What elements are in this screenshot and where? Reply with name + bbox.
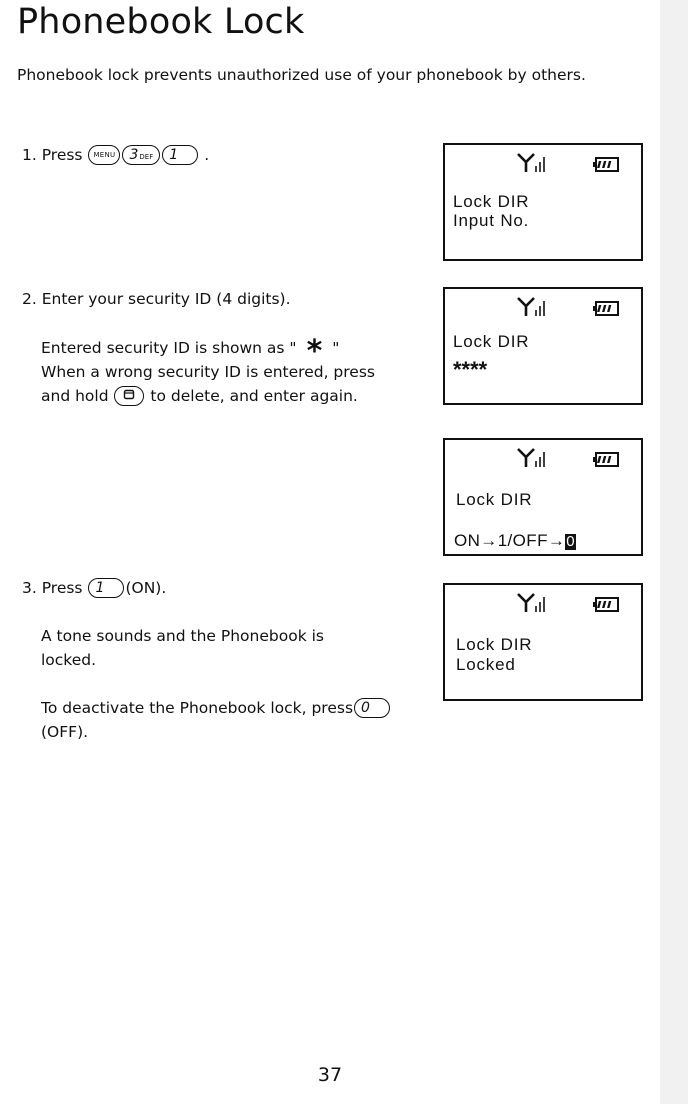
page-number: 37 [317, 1064, 343, 1086]
step-2-line-2-prefix: Entered security ID is shown as " [41, 339, 297, 357]
signal-antenna-icon [517, 153, 551, 173]
lcd-status-icons [445, 448, 641, 468]
step-3-deactivate [41, 696, 391, 744]
battery-icon [593, 301, 619, 316]
asterisk-symbol: * [306, 333, 323, 369]
lcd-screen-4 [443, 583, 643, 701]
step-2-line-4 [41, 384, 375, 408]
signal-antenna-icon [517, 448, 551, 468]
step-2-detail [41, 333, 375, 408]
menu-key-icon: MENU [88, 145, 120, 165]
lcd-2-line-1: Lock DIR [453, 332, 530, 351]
key-3-sublabel: DEF [139, 152, 154, 161]
step-2-line-2 [41, 333, 375, 369]
step-3-prefix: 3. Press [22, 579, 83, 597]
lcd-1-line-2: Input No. [453, 211, 530, 230]
step-3-suffix: (ON). [125, 579, 167, 597]
lcd-status-icons [445, 297, 641, 317]
page-title: Phonebook Lock [17, 2, 305, 42]
step-3-para-2-line-2: locked. [41, 651, 97, 669]
step-3-line-1 [22, 576, 166, 600]
lcd-3-on-off-text: ON→1/OFF→ [454, 531, 566, 550]
lcd-screen-3 [443, 438, 643, 556]
clear-key-icon [114, 386, 144, 406]
lcd-4-line-2: Locked [456, 655, 516, 674]
step-1-line [22, 143, 209, 167]
battery-icon [593, 452, 619, 467]
page-margin-strip [660, 0, 688, 1104]
signal-antenna-icon [517, 593, 551, 613]
step-3-detail [41, 624, 324, 672]
step-2-line-4-suffix: to delete, and enter again. [150, 387, 358, 405]
key-3-label: 3 [129, 146, 139, 163]
step-3-para-2-line-1: A tone sounds and the Phonebook is [41, 627, 324, 645]
step-3-para-3-line-2: (OFF). [41, 723, 89, 741]
step-2-line-3: When a wrong security ID is entered, press [41, 363, 375, 381]
step-3 [22, 576, 166, 600]
lcd-status-icons [445, 153, 641, 173]
step-2 [22, 287, 291, 311]
step-1-suffix: . [204, 146, 210, 164]
lcd-2-line-2: **** [453, 357, 488, 382]
step-2-line-2-suffix: " [332, 339, 340, 357]
intro-text: Phonebook lock prevents unauthorized use of your phonebook by others. [17, 66, 586, 84]
step-3-para-3-prefix: To deactivate the Phonebook lock, press [41, 699, 354, 717]
lcd-3-line-1: Lock DIR [456, 490, 533, 509]
step-1 [22, 143, 209, 167]
step-1-prefix: 1. Press [22, 146, 83, 164]
key-1-icon: 1 [88, 578, 124, 598]
lcd-4-line-1: Lock DIR [456, 635, 533, 654]
key-0-icon: 0 [354, 698, 390, 718]
key-1-icon: 1 [162, 145, 198, 165]
battery-icon [593, 157, 619, 172]
lcd-3-line-2 [454, 531, 576, 551]
lcd-cursor: 0 [566, 533, 576, 550]
lcd-screen-1 [443, 143, 643, 261]
lcd-1-line-1: Lock DIR [453, 192, 530, 211]
lcd-status-icons [445, 593, 641, 613]
step-3-para-3-line-1 [41, 696, 391, 720]
battery-icon [593, 597, 619, 612]
lcd-screen-2 [443, 287, 643, 405]
key-3-icon [122, 145, 160, 165]
step-2-line-1: 2. Enter your security ID (4 digits). [22, 290, 291, 308]
step-2-line-4-prefix: and hold [41, 387, 109, 405]
signal-antenna-icon [517, 297, 551, 317]
